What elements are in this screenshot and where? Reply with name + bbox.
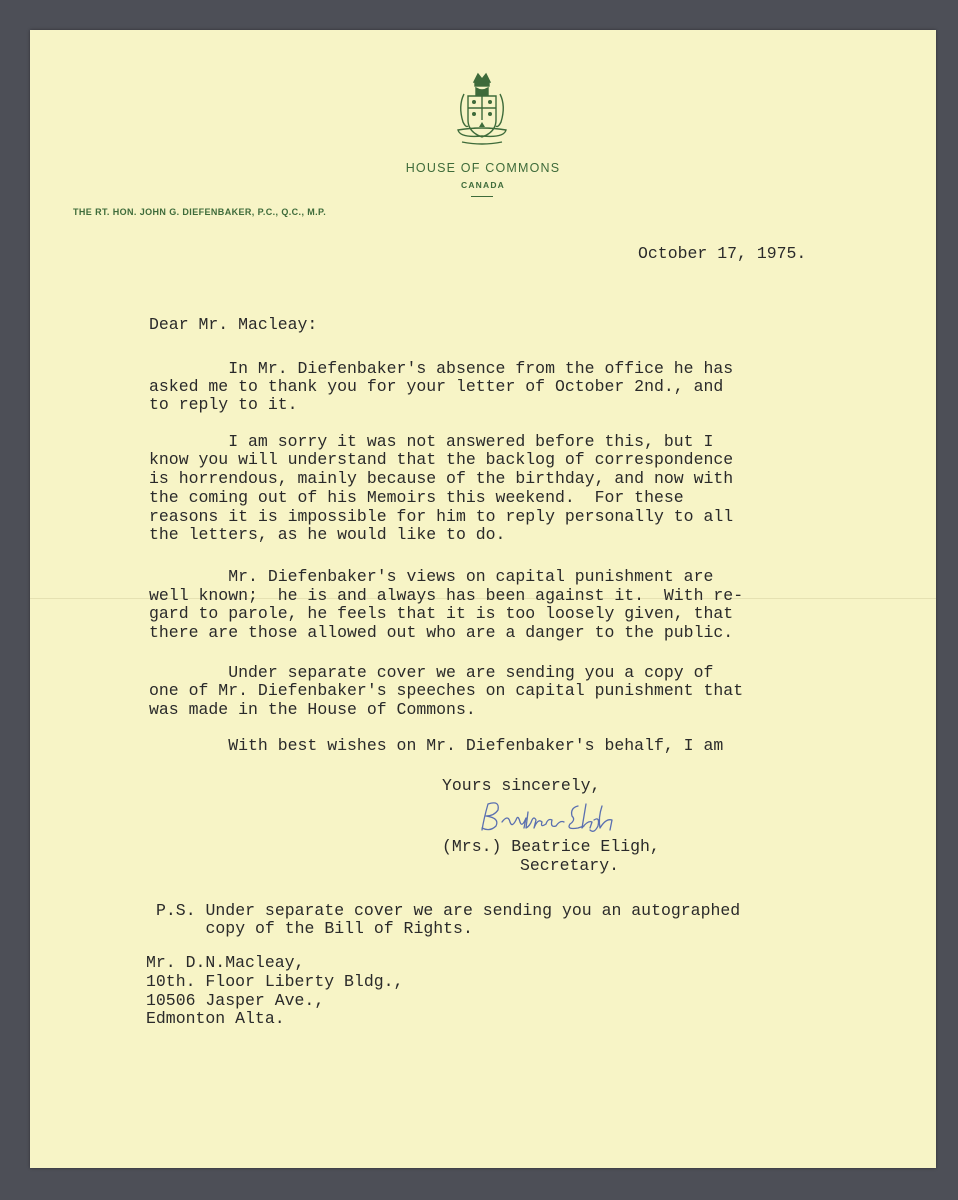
body-line: the coming out of his Memoirs this weekend. For these <box>149 488 684 507</box>
address-line: 10506 Jasper Ave., <box>146 991 325 1010</box>
handwritten-signature <box>478 796 668 836</box>
address-line: Mr. D.N.Macleay, <box>146 953 305 972</box>
body-line: is horrendous, mainly because of the birthday, and now with <box>149 469 734 488</box>
body-line: well known; he is and always has been against it. With re- <box>149 586 744 605</box>
closing-paragraph: With best wishes on Mr. Diefenbaker's behalf, I am <box>149 736 724 755</box>
letterhead-member: THE RT. HON. JOHN G. DIEFENBAKER, P.C., Q.C., M.P. <box>73 207 327 217</box>
body-line: one of Mr. Diefenbaker's speeches on capital punishment that <box>149 681 744 700</box>
body-line: asked me to thank you for your letter of October 2nd., and <box>149 377 724 396</box>
body-line: I am sorry it was not answered before this, but I <box>149 432 714 451</box>
salutation: Dear Mr. Macleay: <box>149 315 318 334</box>
signatory-name: (Mrs.) Beatrice Eligh, <box>442 837 660 856</box>
postscript-line: P.S. Under separate cover we are sending you an autographed <box>156 901 741 920</box>
body-line: gard to parole, he feels that it is too loosely given, that <box>149 604 734 623</box>
body-line: was made in the House of Commons. <box>149 700 476 719</box>
valediction: Yours sincerely, <box>442 776 601 795</box>
letterhead-house: HOUSE OF COMMONS <box>405 161 561 175</box>
letter-sheet <box>30 30 936 1168</box>
body-line: In Mr. Diefenbaker's absence from the office he has <box>149 359 734 378</box>
body-line: to reply to it. <box>149 395 298 414</box>
letterhead-divider <box>471 196 493 197</box>
letterhead-country: CANADA <box>460 180 506 190</box>
body-line: Under separate cover we are sending you a copy of <box>149 663 714 682</box>
letter-date: October 17, 1975. <box>638 244 807 263</box>
body-line: the letters, as he would like to do. <box>149 525 506 544</box>
body-line: there are those allowed out who are a danger to the public. <box>149 623 734 642</box>
address-line: 10th. Floor Liberty Bldg., <box>146 972 404 991</box>
coat-of-arms-icon <box>454 70 510 150</box>
body-line: know you will understand that the backlog of correspondence <box>149 450 734 469</box>
address-line: Edmonton Alta. <box>146 1009 285 1028</box>
postscript-line: copy of the Bill of Rights. <box>156 919 473 938</box>
signatory-title: Secretary. <box>520 856 620 875</box>
body-line: reasons it is impossible for him to reply personally to all <box>149 507 734 526</box>
body-line: Mr. Diefenbaker's views on capital punishment are <box>149 567 714 586</box>
